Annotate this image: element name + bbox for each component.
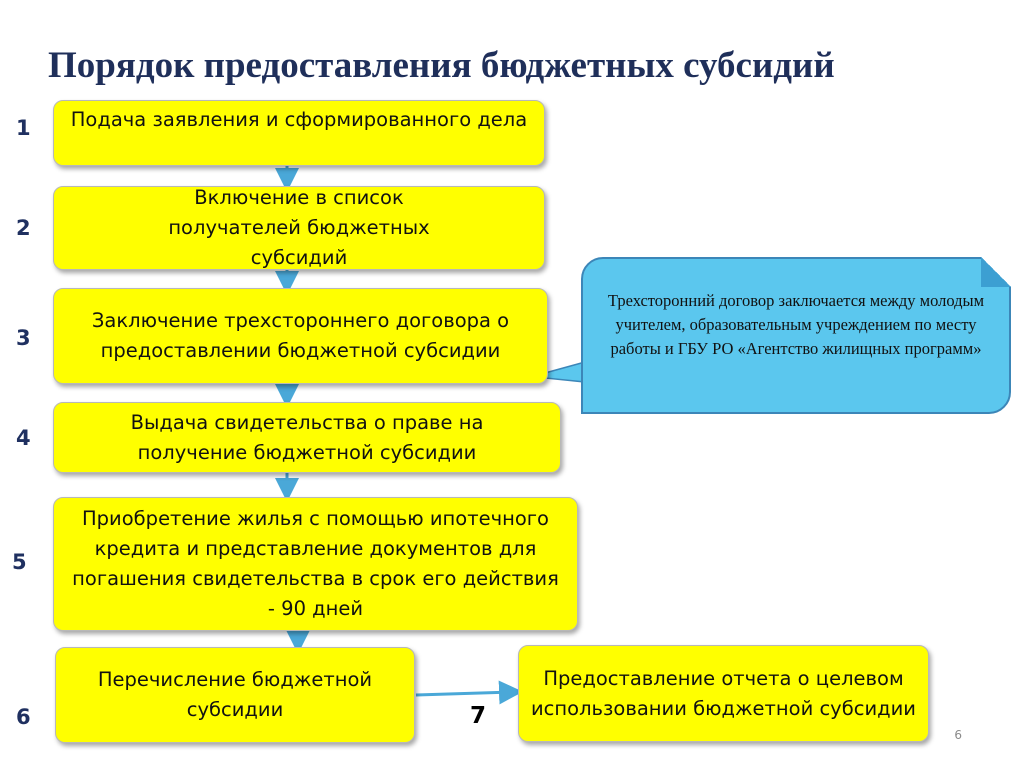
arrow-6-7 [416, 692, 514, 695]
step-box-6: Перечисление бюджетной субсидии [55, 647, 415, 743]
callout-text: Трехсторонний договор заключается между молодым учителем, образовательным учреждением по месту работы и ГБУ РО «Агентство жилищных программ» [607, 291, 985, 358]
step-box-3: Заключение трехстороннего договора о предоставлении бюджетной субсидии [53, 288, 548, 384]
step-box-4: Выдача свидетельства о праве на получение бюджетной субсидии [53, 402, 561, 473]
step-box-7: Предоставление отчета о целевом использовании бюджетной субсидии [518, 645, 929, 742]
step-number-4: 4 [16, 426, 31, 450]
step-number-6: 6 [16, 705, 31, 729]
contract-callout [581, 257, 1011, 414]
step-number-1: 1 [16, 116, 31, 140]
callout-folded-corner [981, 257, 1011, 287]
step-number-3: 3 [16, 326, 31, 350]
step-box-2: Включение в список получателей бюджетных субсидий [53, 186, 545, 270]
step-box-1: Подача заявления и сформированного дела [53, 100, 545, 166]
slide-title: Порядок предоставления бюджетных субсидий [48, 45, 835, 86]
callout-pointer [545, 362, 585, 382]
step-number-5: 5 [12, 550, 27, 574]
step-number-7: 7 [470, 703, 487, 729]
step-number-2: 2 [16, 216, 31, 240]
page-number: 6 [954, 728, 962, 742]
step-box-5: Приобретение жилья с помощью ипотечного кредита и представление документов для погашения свидетельства в срок его действия - 90 дней [53, 497, 578, 631]
